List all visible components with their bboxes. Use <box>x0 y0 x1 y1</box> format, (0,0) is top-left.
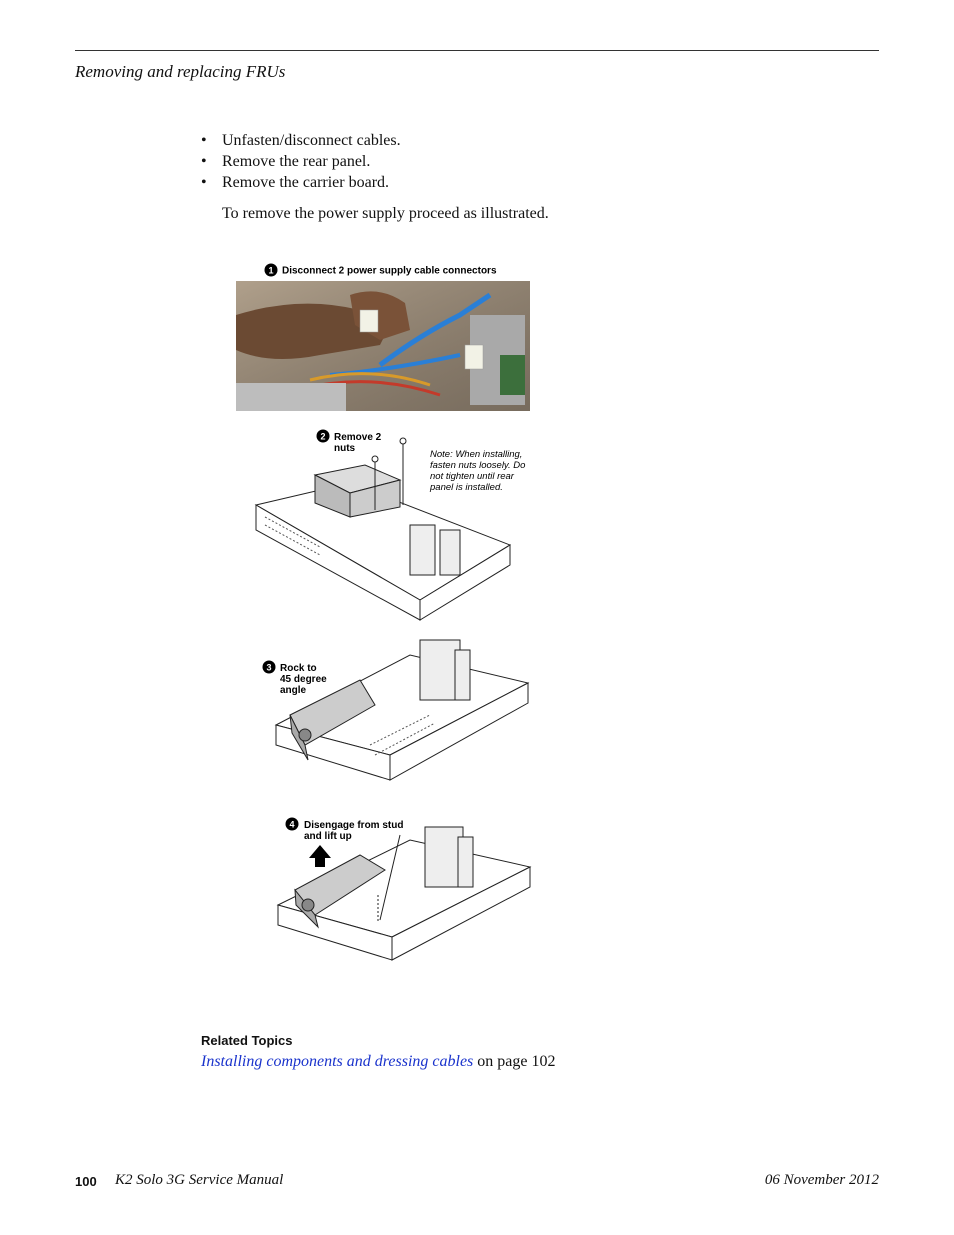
header-rule <box>75 50 879 51</box>
step-2-number: 2 <box>320 431 326 442</box>
list-item-text: Unfasten/disconnect cables. <box>222 132 401 149</box>
step-1-number: 1 <box>268 265 274 276</box>
footer-date: 06 November 2012 <box>764 1172 879 1188</box>
list-item-text: Remove the rear panel. <box>222 153 371 170</box>
section-title: Removing and replacing FRUs <box>75 62 286 81</box>
chassis-drawing-3 <box>276 640 528 780</box>
related-topic-page-ref: on page 102 <box>473 1053 556 1070</box>
step-list <box>201 130 401 193</box>
step-2-group <box>256 430 525 621</box>
list-item <box>201 172 401 193</box>
bullet-icon: • <box>201 174 207 191</box>
step-1-group <box>236 264 530 412</box>
related-topics-heading: Related Topics <box>201 1033 293 1048</box>
list-item-text: Remove the carrier board. <box>222 174 390 191</box>
step-4-group <box>278 818 530 961</box>
step-2-note-line1: Note: When installing, <box>430 449 523 460</box>
step-2-note-line4: panel is installed. <box>430 482 503 493</box>
step-3-number: 3 <box>266 662 272 673</box>
cable-connector-photo <box>236 281 530 411</box>
power-supply-removal-figure <box>230 255 550 1005</box>
footer-page-number: 100 <box>75 1174 97 1189</box>
list-item <box>201 130 401 151</box>
list-item <box>201 151 401 172</box>
step-3-group <box>263 640 529 780</box>
chassis-drawing-4 <box>278 827 530 960</box>
related-topic-link[interactable]: Installing components and dressing cables <box>201 1053 474 1070</box>
step-3-caption-line3: angle <box>280 685 307 696</box>
step-4-number: 4 <box>289 819 295 830</box>
step-3-caption-line1: Rock to <box>280 663 317 674</box>
related-topic-item <box>201 1053 555 1071</box>
step-4-caption-line2: and lift up <box>304 831 352 842</box>
step-2-caption-line2: nuts <box>334 443 356 454</box>
step-2-note-line3: not tighten until rear <box>430 471 514 482</box>
step-2-note-line2: fasten nuts loosely. Do <box>430 460 526 471</box>
step-3-caption-line2: 45 degree <box>280 674 327 685</box>
bullet-icon: • <box>201 153 207 170</box>
step-4-caption-line1: Disengage from stud <box>304 820 404 831</box>
intro-text: To remove the power supply proceed as illustrated. <box>222 205 549 222</box>
lift-up-arrow-icon <box>309 845 331 867</box>
step-2-caption-line1: Remove 2 <box>334 432 382 443</box>
step-1-caption: Disconnect 2 power supply cable connectors <box>282 265 497 277</box>
bullet-icon: • <box>201 132 207 149</box>
footer-manual-title: K2 Solo 3G Service Manual <box>115 1172 284 1188</box>
